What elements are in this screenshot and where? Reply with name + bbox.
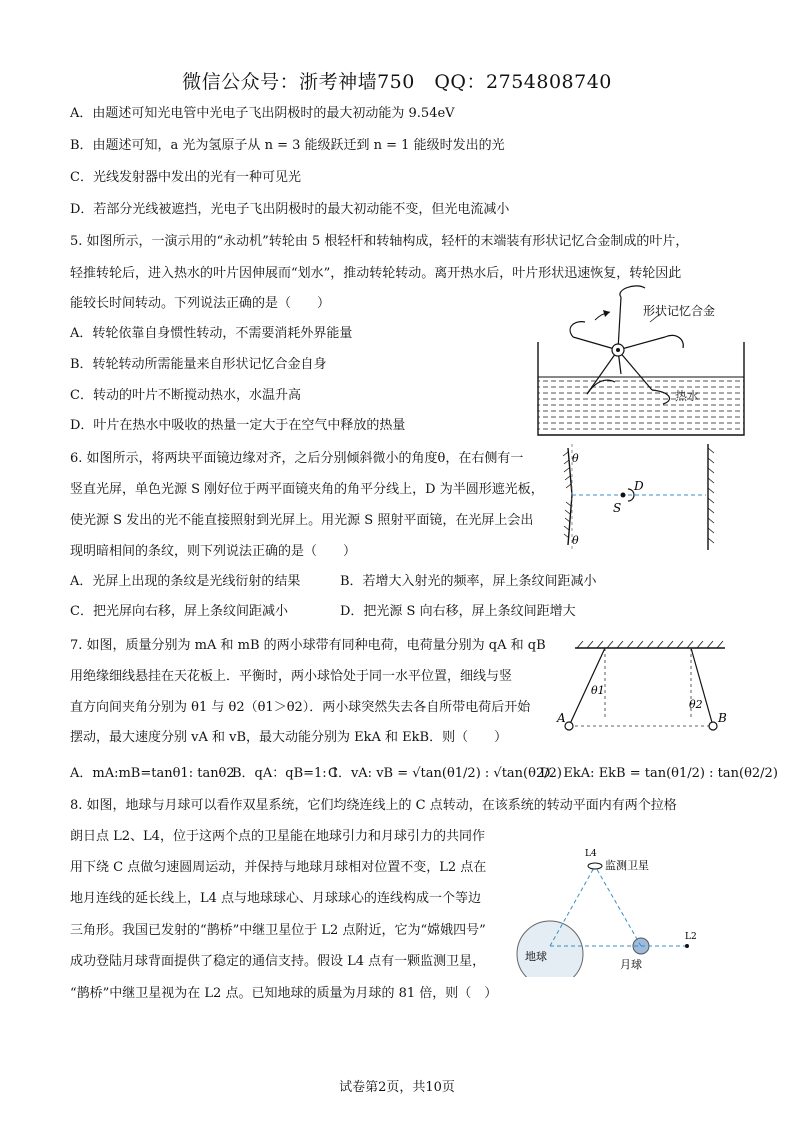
q8-stem-3: 用下绕 C 点做匀速圆周运动，并保持与地球月球相对位置不变，L2 点在 [70,860,487,875]
moon-l4-line [595,866,641,946]
source-label: S [613,501,622,515]
q8-stem-4: 地月连线的延长线上，L4 点与地球球心、月球球心的连线构成一个等边 [70,891,482,906]
shield-label: D [634,479,644,493]
q6-option-b: B．若增大入射光的频率，屏上条纹间距减小 [340,574,597,589]
label-moon: 月球 [620,958,642,971]
q5-option-b: B．转轮转动所需能量来自形状记忆合金自身 [70,357,327,372]
q7-stem-4: 摆动，最大速度分别 vA 和 vB，最大动能分别为 EkA 和 EkB．则（ ） [70,730,508,745]
label-earth: 地球 [525,950,547,963]
q6-stem-4: 现明暗相间的条纹，则下列说法正确的是（ ） [70,544,357,559]
q4-option-d: D．若部分光线被遮挡，光电子飞出阴极时的最大初动能不变，但光电流减小 [70,202,510,217]
q7-stem-3: 直方向间夹角分别为 θ1 与 θ2（θ1＞θ2）．两小球突然失去各自所带电荷后开始 [70,700,531,715]
light-source-icon [621,493,626,498]
q6-option-c: C．把光屏向右移，屏上条纹间距减小 [70,604,288,619]
label-hot-water: 热水 [675,389,700,403]
q8-stem-5: 三角形。我国已发射的“鹊桥”中继卫星位于 L2 点附近，它为“嫦娥四号” [70,923,486,938]
q5-option-a: A．转轮依靠自身惯性转动，不需要消耗外界能量 [70,326,353,341]
q8-stem-7: “鹊桥”中继卫星视为在 L2 点。已知地球的质量为月球的 81 倍，则（ ） [70,986,498,1001]
q7-option-d: D．EkA: EkB = tan(θ1/2) : tan(θ2/2) [540,766,778,781]
q7-stem-2: 用绝缘细线悬挂在天花板上．平衡时，两小球恰处于同一水平位置，细线与竖 [70,669,513,684]
header-title: 微信公众号：浙考神墙750 QQ：2754808740 [182,71,612,93]
q8-stem-2: 朗日点 L2、L4，位于这两个点的卫星能在地球引力和月球引力的共同作 [70,829,485,844]
ball-a-icon [565,722,573,730]
q5-figure-wheel [535,282,760,442]
q4-option-a: A．由题述可知光电管中光电子飞出阴极时的最大初动能为 9.54eV [70,106,455,121]
q6-stem-2: 竖直光屏，单色光源 S 刚好位于两平面镜夹角的角平分线上，D 为半圆形遮光板， [70,482,544,497]
q4-option-c: C．光线发射器中发出的光有一种可见光 [70,170,301,185]
l2-point-icon [685,944,689,948]
satellite-icon [588,863,602,869]
label-satellite: 监测卫星 [605,859,649,872]
earth-icon [517,921,583,977]
q5-option-d: D．叶片在热水中吸收的热量一定大于在空气中释放的热量 [70,418,406,433]
ball-b-icon [709,722,717,730]
q6-option-d: D．把光源 S 向右移，屏上条纹间距增大 [340,604,576,619]
q6-stem-3: 使光源 S 发出的光不能直接照射到光屏上。用光源 S 照射平面镜，在光屏上会出 [70,513,534,528]
rotation-arrow-icon [603,310,610,317]
q6-figure-mirrors [558,440,728,555]
q5-stem-3: 能较长时间转动。下列说法正确的是（ ） [70,296,331,311]
q8-figure-lagrange [515,842,705,977]
label-a: A [557,711,566,725]
q7-stem-1: 7. 如图，质量分别为 mA 和 mB 的两小球带有同种电荷，电荷量分别为 qA 和 qB [70,638,546,653]
label-l4: L4 [585,849,597,859]
theta-lower-label: θ [572,534,579,547]
q5-option-c: C．转动的叶片不断搅动热水，水温升高 [70,388,301,403]
thread-b [691,648,713,726]
label-theta2: θ2 [689,698,703,711]
q8-stem-6: 成功登陆月球背面提供了稳定的通信支持。假设 L4 点有一颗监测卫星， [70,954,486,969]
q5-stem-2: 轻推转轮后，进入热水的叶片因伸展而“划水”，推动转轮转动。离开热水后，叶片形状迅速恢复，转轮因此 [70,266,682,281]
label-l2: L2 [685,932,697,942]
q6-option-a: A．光屏上出现的条纹是光线衍射的结果 [70,574,301,589]
q8-stem-1: 8. 如图，地球与月球可以看作双星系统，它们均绕连线上的 C 点转动，在该系统的转动平面内有两个拉格 [70,798,677,813]
hot-water-region [538,377,744,435]
label-b: B [718,711,727,725]
q6-stem-1: 6. 如图所示，将两块平面镜边缘对齐，之后分别倾斜微小的角度θ，在右侧有一 [70,451,524,466]
theta-upper-label: θ [572,452,579,465]
q7-option-a: A．mA:mB=tanθ1: tanθ2 [70,766,235,781]
q7-option-b: B．qA：qB=1: 1 [232,766,340,781]
q5-stem-1: 5. 如图所示，一演示用的“永动机”转轮由 5 根轻杆和转轴构成，轻杆的末端装有形状记忆合金制成的叶片， [70,234,689,249]
label-theta1: θ1 [591,684,605,697]
q7-figure-pendulums [555,638,735,736]
label-alloy: 形状记忆合金 [643,304,716,318]
q7-option-c: C．vA: vB = √tan(θ1/2) : √tan(θ2/2) [328,766,562,781]
page-footer: 试卷第2页，共10页 [339,1080,455,1095]
q4-option-b: B．由题述可知，a 光为氢原子从 n = 3 能级跃迁到 n = 1 能级时发出的光 [70,138,505,153]
